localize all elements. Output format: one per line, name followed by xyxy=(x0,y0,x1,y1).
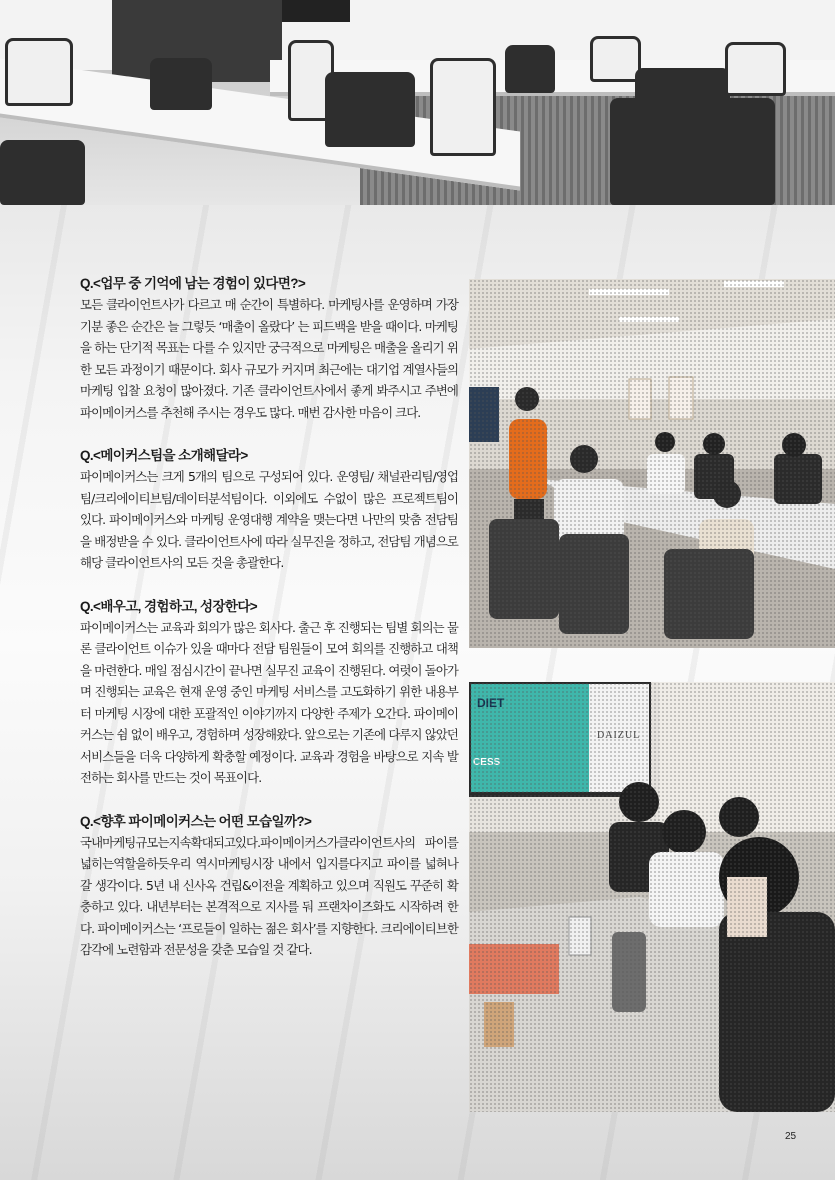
answer-line: 국내마케팅규모는지속확대되고있다.파이메이커스가클라이언트사의 xyxy=(80,834,416,850)
answer-line: 추천해 주시는 경우도 많다. 매번 감사한 마음이 크다. xyxy=(160,404,421,420)
page-number: 25 xyxy=(785,1131,797,1142)
answer-line: 다를 수 있지만 궁극적으로 마케팅은 매출을 올리기 위한 xyxy=(80,340,458,377)
answer-line: 중인 마케팅 서비스를 고도화하기 위한 내용부터 마케팅 시장에 xyxy=(80,684,458,721)
answer-line: 회의는 물론 클라이언트 이슈가 있을 때마다 전담 팀원들이 모여 xyxy=(80,619,458,656)
answer-line: 는 피드백을 받을 때이다. 마케팅을 하는 단기적 목표는 xyxy=(80,318,458,355)
photo-chair xyxy=(150,58,212,110)
answer-line: 교육이 진행된다. 여럿이 돌아가며 진행되는 교육은 현재 운영 xyxy=(80,662,458,699)
answer-line: 회의를 진행하고 대책을 마련한다. 매일 점심시간이 끝나면 실무진 xyxy=(80,641,458,678)
screen-brand-logo: DAIZUL xyxy=(597,730,641,741)
answer-paragraph xyxy=(80,832,458,961)
halftone-overlay xyxy=(469,279,835,648)
answer-line: 모든 과정이기 때문이다. 회사 규모가 커지며 최근에는 xyxy=(94,361,363,377)
question-heading: Q.<업무 중 기억에 남는 경험이 있다면?> xyxy=(80,276,306,291)
photo-chair xyxy=(430,58,496,156)
section-team-intro xyxy=(80,446,458,574)
answer-line: 대한 포괄적인 이야기까지 다양한 주제가 오간다. 파이메이커스는 xyxy=(80,705,459,742)
question-heading: Q.<향후 파이메이커스는 어떤 모습일까?> xyxy=(80,813,312,829)
answer-line: 전담팀 개념으로 해당 클라이언트사의 모든 것을 총괄한다. xyxy=(80,533,459,570)
answer-line: 마케팅 운영대행 계약을 맺는다면 나만의 맞춤 전담팀을 xyxy=(80,512,458,549)
answer-line: 파이를넓히는역할을하듯우리 역시마케팅시장 내에서 입지를다지고 xyxy=(80,834,458,871)
photo-chair xyxy=(725,42,786,96)
answer-line: 젊은 회사’를 지향한다. 크리에이티브한 감각에 노련함과 전문성을 갖춘 xyxy=(80,920,458,957)
answer-line: 클라이언트사에서 좋게 봐주시고 주변에 파이메이커스를 xyxy=(80,383,458,420)
answer-line: 파이를 넓혀나갈 생각이다. 5년 내 신사옥 건립&이전을 계획하고 xyxy=(80,856,458,893)
photo-chair xyxy=(505,45,555,93)
answer-line: 않았던 서비스들을 더욱 다양하게 확충할 예정이다. 교육과 경험을 xyxy=(80,727,458,764)
section-learn-grow xyxy=(80,597,458,789)
question-heading: Q.<배우고, 경험하고, 성장한다> xyxy=(80,598,258,614)
halftone-overlay xyxy=(469,682,835,1112)
photo-team-meeting xyxy=(469,279,835,648)
answer-line: 모습일 것 같다. xyxy=(236,942,312,957)
top-photo-meeting-room xyxy=(0,0,835,205)
answer-line: 파이메이커스는 크게 5개의 팀으로 구성되어 있다. 운영팀/ xyxy=(80,469,374,484)
answer-line: 둬 프랜차이즈화도 시작하려 한다. 파이메이커스는 ‘프로들이 일하는 xyxy=(80,899,458,936)
screen-word-top: DIET xyxy=(477,696,505,710)
answer-line: 배정받을 수 있다. 클라이언트사에 따라 실무진을 정하고, xyxy=(94,533,375,549)
screen-word-bottom: CESS xyxy=(473,757,501,768)
answer-line: 있으며 직원도 꾸준히 확충하고 있다. 내년부터는 본격적으로 지사를 xyxy=(80,877,458,914)
photo-training-session xyxy=(469,682,835,1112)
photo-monitor xyxy=(282,0,350,22)
answer-line: 대기업 계열사들의 마케팅 입찰 요청이 많아졌다. 기존 xyxy=(80,361,459,398)
answer-paragraph xyxy=(80,617,458,789)
answer-line: 이외에도 수없이 많은 프로젝트팀이 있다. 파이메이커스와 xyxy=(80,490,458,527)
answer-line: 쉼 없이 배우고, 경험하며 성장해왔다. 앞으로는 기존에 다루지 xyxy=(116,727,422,742)
photo-chair xyxy=(610,98,775,205)
answer-line: 운영하며 가장 기분 좋은 순간은 늘 그렇듯 ‘매출이 올랐다’ xyxy=(80,297,458,334)
answer-line: 채널관리팀/영업팀/크리에이티브팀/데이터분석팀이다. xyxy=(80,469,459,506)
section-future xyxy=(80,812,458,961)
answer-line: 모든 클라이언트사가 다르고 매 순간이 특별하다. 마케팅사를 xyxy=(80,297,384,312)
photo-chair xyxy=(590,36,641,82)
answer-line: 바탕으로 지속 발전하는 회사를 만드는 것이 목표이다. xyxy=(80,748,459,785)
section-memorable-experience xyxy=(80,274,458,423)
photo-chair xyxy=(325,72,415,147)
photo-chair xyxy=(0,140,85,205)
answer-line: 파이메이커스는 교육과 회의가 많은 회사다. 출근 후 진행되는 팀별 xyxy=(80,619,408,635)
answer-paragraph xyxy=(80,294,458,423)
question-heading: Q.<메이커스팀을 소개해달라> xyxy=(80,448,248,463)
article-body xyxy=(80,274,458,984)
photo-chair xyxy=(5,38,73,106)
answer-paragraph xyxy=(80,466,458,574)
